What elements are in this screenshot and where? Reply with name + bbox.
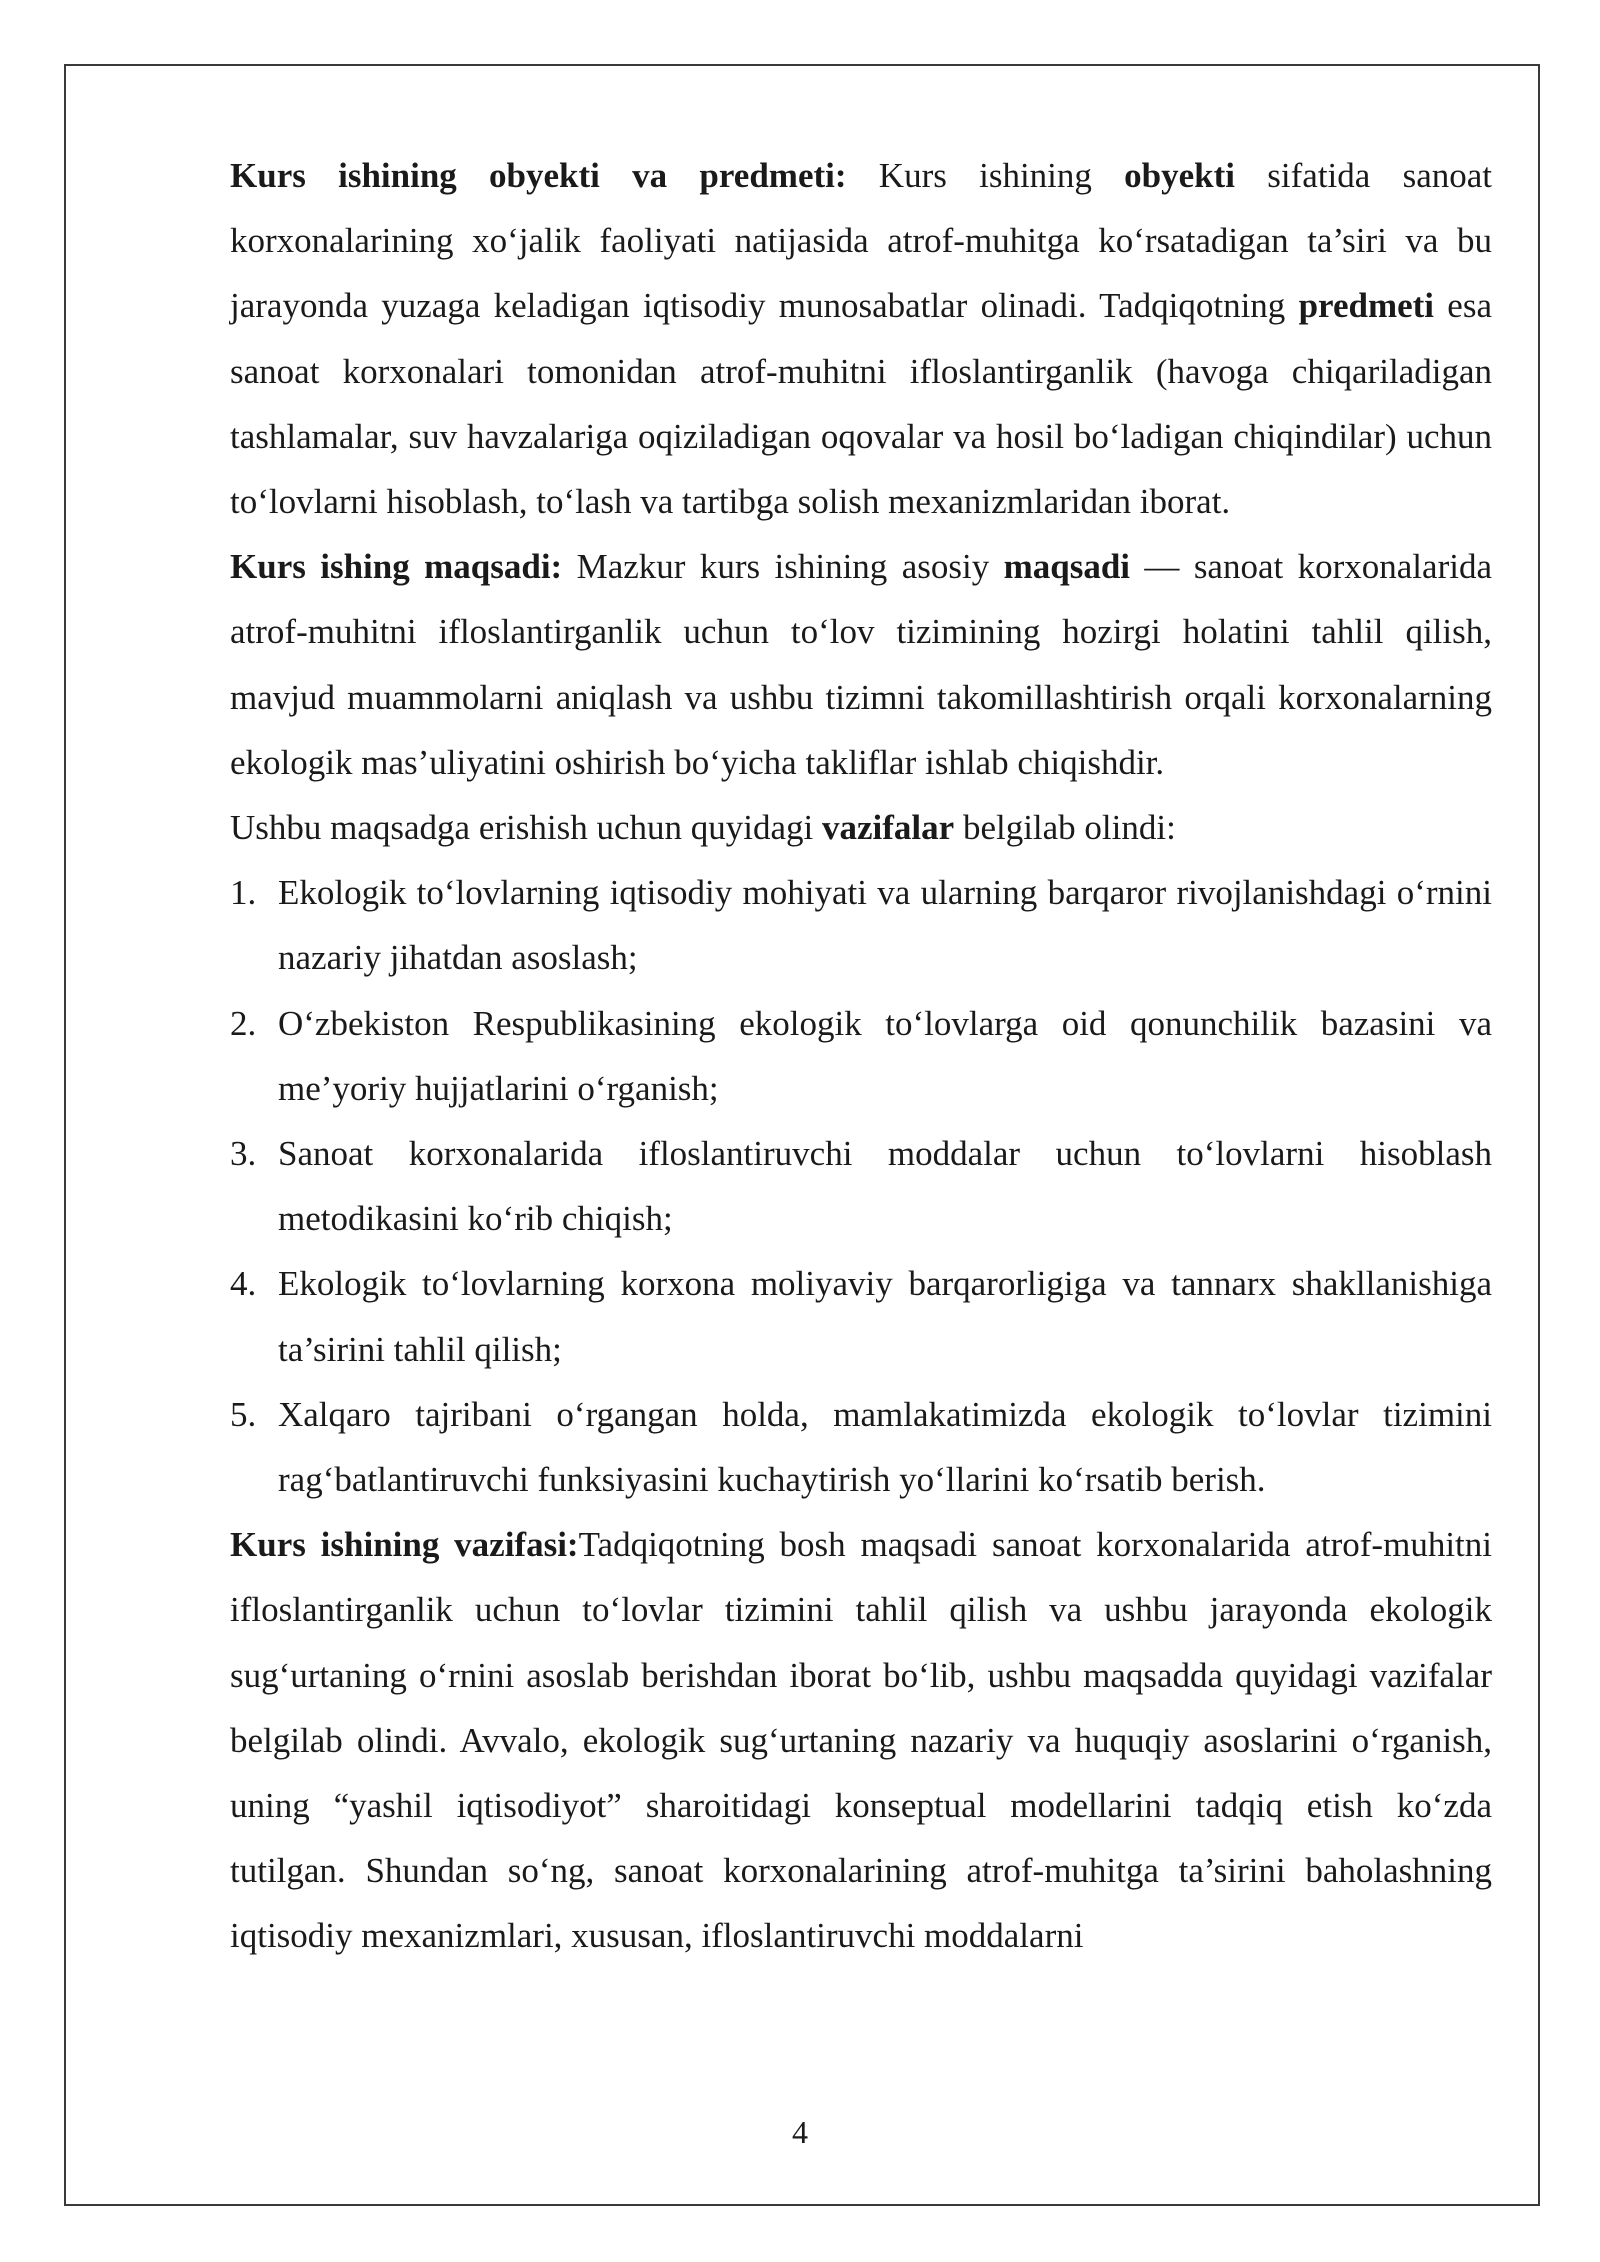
- paragraph-tasks-intro: Ushbu maqsadga erishish uchun quyidagi vazifalar belgilab olindi:: [230, 808, 1176, 848]
- paragraph-task-description: Kurs ishining vazifasi:Tadqiqotning bosh maqsadi sanoat korxonalarida atrof-muhitni ifloslantirganlik uchun to‘lovlar tizimini tahlil qilish va ushbu jarayonda ekologik sug‘urtaning o‘rnini asoslab berishdan iborat bo‘lib, ushbu maqsadda quyidagi vazifalar belgilab olindi. Avvalo, ekologik sug‘urtaning nazariy va huquqiy asoslarini o‘rganish, uning “yashil iqtisodiyot” sharoitidagi konseptual modellarini tadqiq etish ko‘zda tutilgan. Shundan so‘ng, sanoat korxonalarining atrof-muhitga ta’sirini baholashning iqtisodiy mexanizmlari, xususan, ifloslantiruvchi moddalarni: [230, 1525, 1492, 1956]
- task-item: 2. O‘zbekiston Respublikasining ekologik to‘lovlarga oid qonunchilik bazasini va me’yoriy hujjatlarini o‘rganish;: [230, 1003, 1492, 1108]
- task-item: 1. Ekologik to‘lovlarning iqtisodiy mohiyati va ularning barqaror rivojlanishdagi o‘rnini nazariy jihatdan asoslash;: [230, 873, 1492, 978]
- document-body: [230, 143, 1492, 1969]
- paragraph-object-subject: Kurs ishining obyekti va predmeti: Kurs ishining obyekti sifatida sanoat korxonalarining xo‘jalik faoliyati natijasida atrof-muhitga ko‘rsatadigan ta’siri va bu jarayonda yuzaga keladigan iqtisodiy munosabatlar olinadi. Tadqiqotning predmeti esa sanoat korxonalari tomonidan atrof-muhitni ifloslantirganlik (havoga chiqariladigan tashlamalar, suv havzalariga oqiziladigan oqovalar va hosil bo‘ladigan chiqindilar) uchun to‘lovlarni hisoblash, to‘lash va tartibga solish mexanizmlaridan iborat.: [230, 156, 1492, 522]
- heading-object-subject: Kurs ishining obyekti va predmeti:: [230, 156, 847, 195]
- page-number: 4: [792, 2114, 808, 2150]
- paragraph-goal: Kurs ishing maqsadi: Mazkur kurs ishining asosiy maqsadi — sanoat korxonalarida atrof-muhitni ifloslantirganlik uchun to‘lov tizimining hozirgi holatini tahlil qilish, mavjud muammolarni aniqlash va ushbu tizimni takomillashtirish orqali korxonalarning ekologik mas’uliyatini oshirish bo‘yicha takliflar ishlab chiqishdir.: [230, 547, 1492, 782]
- task-item: 3. Sanoat korxonalarida ifloslantiruvchi moddalar uchun to‘lovlarni hisoblash metodikasini ko‘rib chiqish;: [230, 1134, 1492, 1239]
- task-list: [230, 860, 1492, 1512]
- heading-goal: Kurs ishing maqsadi:: [230, 547, 563, 587]
- task-item: 4. Ekologik to‘lovlarning korxona moliyaviy barqarorligiga va tannarx shakllanishiga ta’sirini tahlil qilish;: [230, 1264, 1492, 1369]
- heading-task-description: Kurs ishining vazifasi:: [230, 1525, 579, 1565]
- task-item: 5. Xalqaro tajribani o‘rgangan holda, mamlakatimizda ekologik to‘lovlar tizimini rag‘batlantiruvchi funksiyasini kuchaytirish yo‘llarini ko‘rsatib berish.: [230, 1394, 1492, 1500]
